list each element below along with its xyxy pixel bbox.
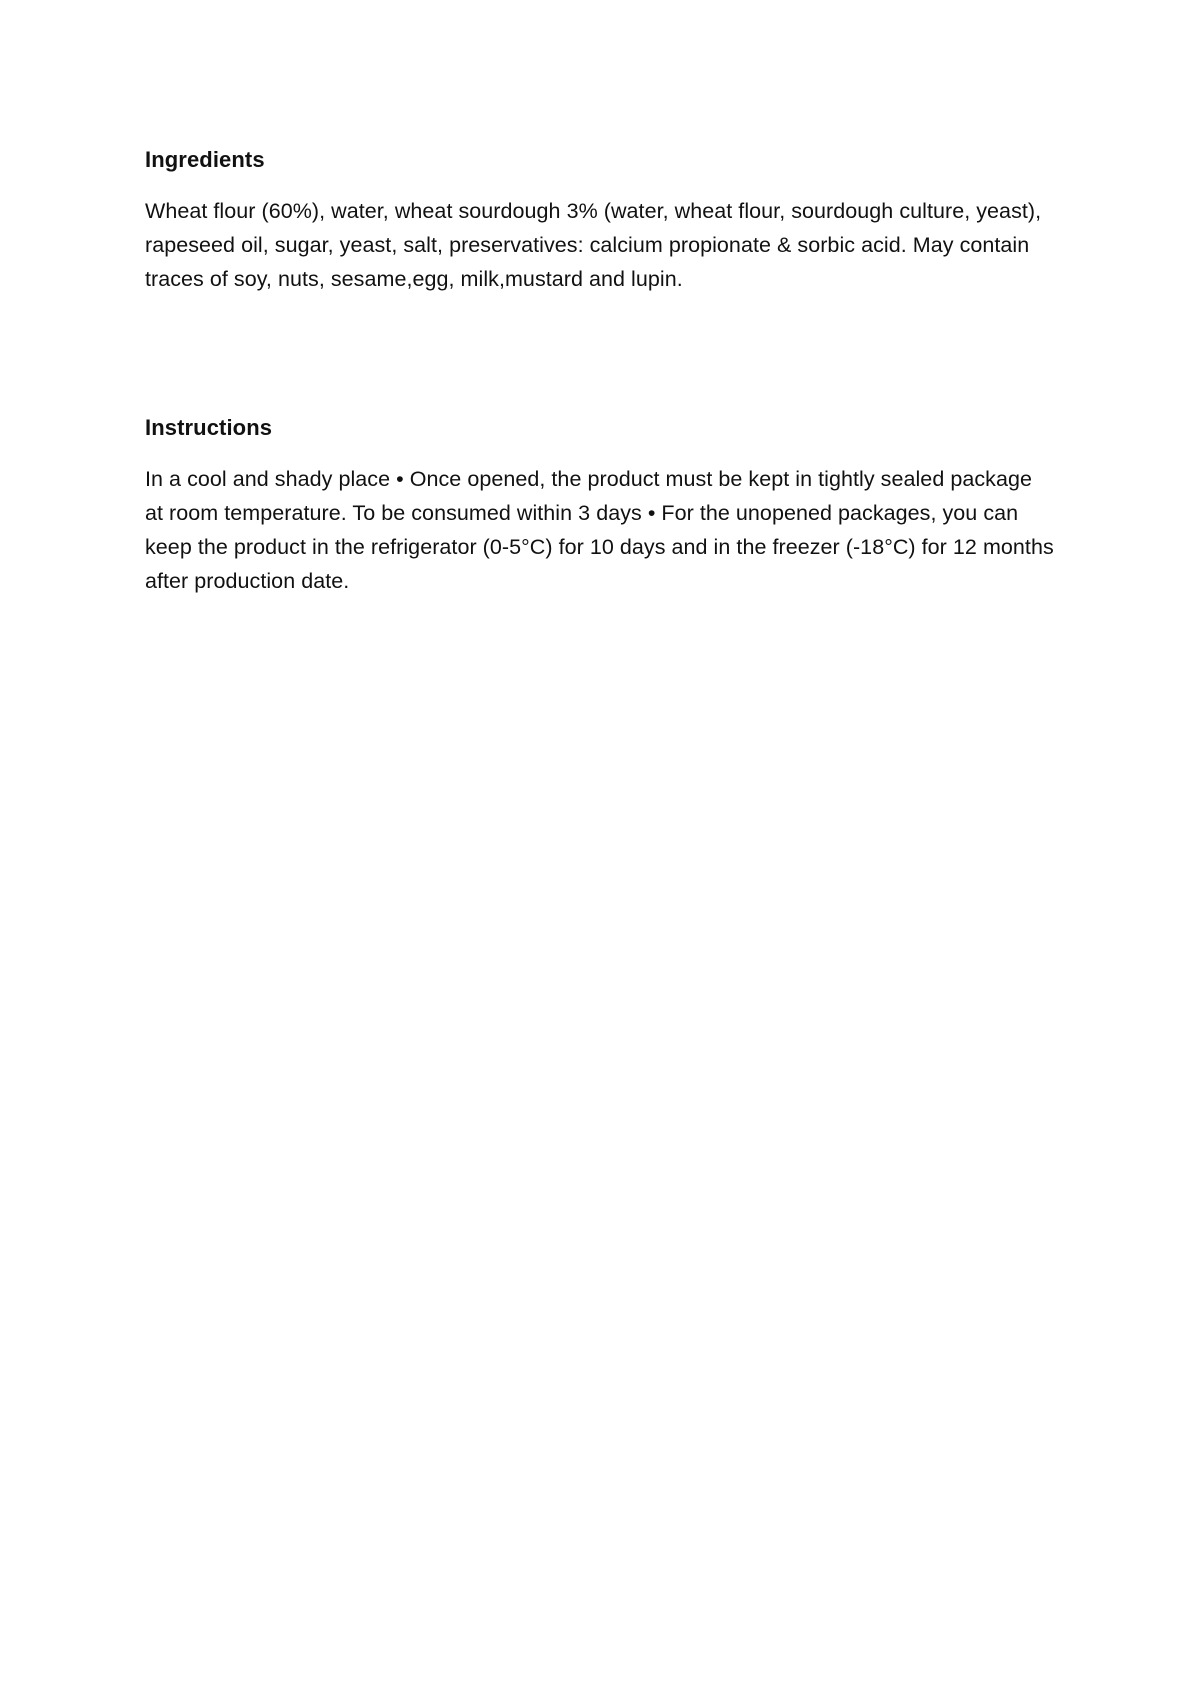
ingredients-section xyxy=(145,146,1055,296)
instructions-heading: Instructions xyxy=(145,415,273,440)
ingredients-text: Wheat flour (60%), water, wheat sourdough 3% (water, wheat flour, sourdough culture, yeast), rapeseed oil, sugar, yeast, salt, preservatives: calcium propionate & sorbic acid. May contain traces of soy, nuts, sesame,egg, milk,mustard and lupin. xyxy=(145,199,1042,291)
instructions-text: In a cool and shady place • Once opened, the product must be kept in tightly sealed package at room temperature. To be consumed within 3 days • For the unopened packages, you can keep the product in the refrigerator (0-5°C) for 10 days and in the freezer (-18°C) for 12 months after production date. xyxy=(145,467,1054,593)
ingredients-heading: Ingredients xyxy=(145,147,265,172)
instructions-section xyxy=(145,414,1055,598)
